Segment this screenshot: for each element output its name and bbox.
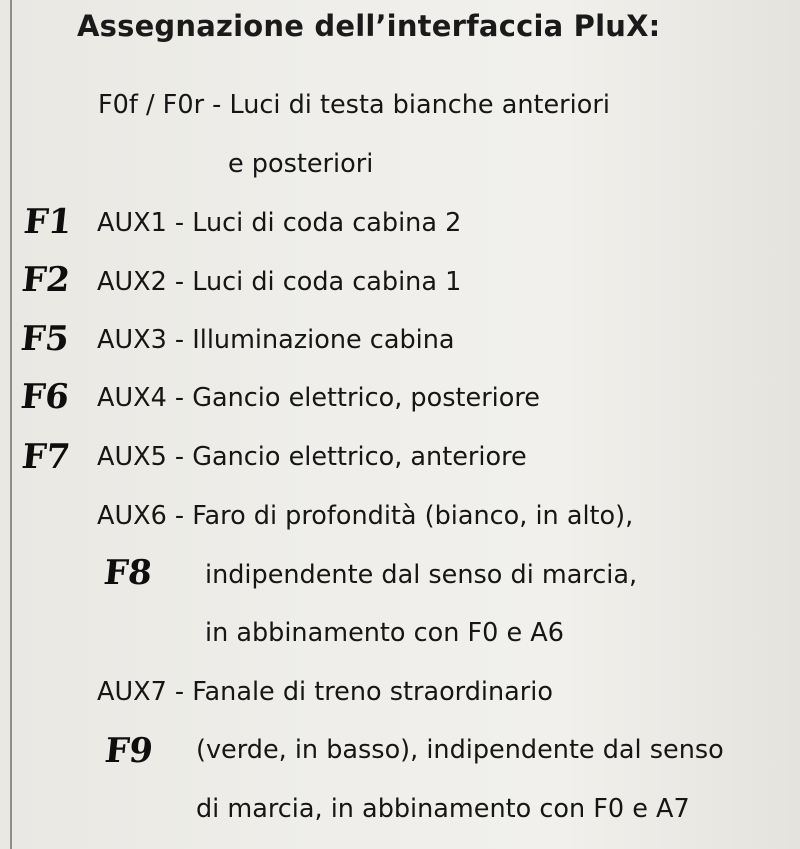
text-line-f0-cont: e posteriori — [228, 149, 374, 179]
text-line-aux6: AUX6 - Faro di profondità (bianco, in alto), — [97, 501, 634, 531]
text-line-aux3: AUX3 - Illuminazione cabina — [97, 325, 455, 355]
handwritten-note-f8: F8 — [101, 553, 154, 593]
handwritten-note-f2: F2 — [19, 260, 72, 300]
text-line-aux4: AUX4 - Gancio elettrico, posteriore — [97, 383, 540, 413]
text-line-aux6-cont2: in abbinamento con F0 e A6 — [205, 618, 564, 648]
text-line-aux5: AUX5 - Gancio elettrico, anteriore — [97, 442, 527, 472]
margin-rule — [10, 0, 12, 849]
text-line-f0: F0f / F0r - Luci di testa bianche anteriori — [98, 90, 610, 120]
handwritten-note-f9: F9 — [102, 731, 155, 771]
text-line-aux1: AUX1 - Luci di coda cabina 2 — [97, 208, 462, 238]
handwritten-note-f7: F7 — [19, 437, 72, 477]
text-line-aux2: AUX2 - Luci di coda cabina 1 — [97, 267, 462, 297]
text-line-aux7: AUX7 - Fanale di treno straordinario — [97, 677, 553, 707]
text-line-aux7-cont2: di marcia, in abbinamento con F0 e A7 — [196, 794, 690, 824]
handwritten-note-f6: F6 — [18, 377, 71, 417]
text-line-aux6-cont1: indipendente dal senso di marcia, — [205, 560, 638, 590]
page-title: Assegnazione dell’interfaccia PluX: — [77, 9, 661, 43]
text-line-aux7-cont1: (verde, in basso), indipendente dal senso — [196, 735, 724, 765]
handwritten-note-f1: F1 — [21, 202, 74, 242]
handwritten-note-f5: F5 — [18, 319, 71, 359]
